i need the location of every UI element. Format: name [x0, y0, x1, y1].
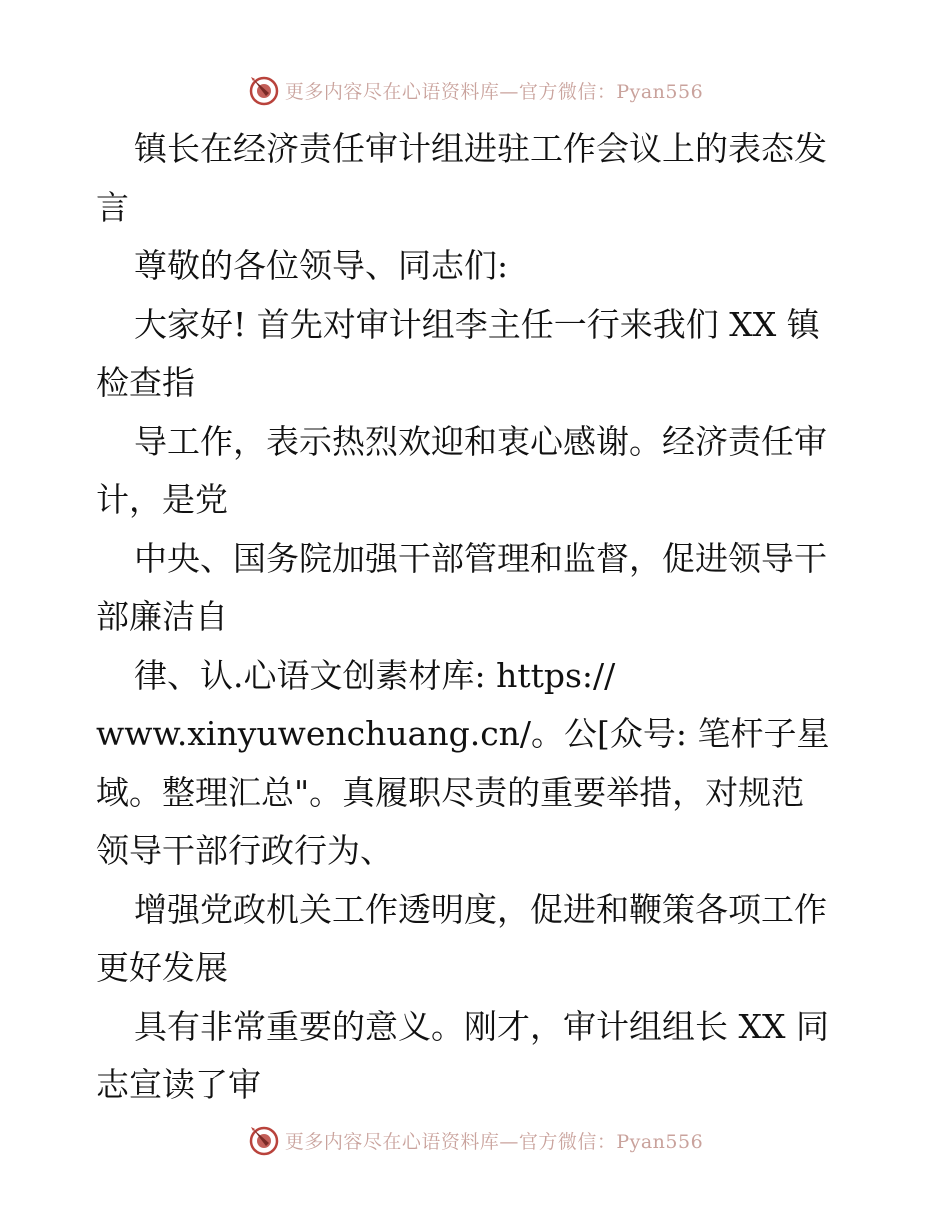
doc-line: 中央、国务院加强干部管理和监督，促进领导干 [134, 538, 827, 578]
doc-line: 更好发展 [96, 948, 228, 987]
header-banner [0, 70, 950, 110]
doc-line: 导工作，表示热烈欢迎和衷心感谢。经济责任审 [134, 421, 827, 461]
header-banner-text: 更多内容尽在心语资料库—官方微信：Pyan556 [284, 80, 704, 103]
doc-line: 增强党政机关工作透明度，促进和鞭策各项工作 [134, 889, 827, 929]
doc-line: 言 [96, 187, 129, 227]
header-banner-inner [247, 73, 703, 107]
quill-seal-icon [247, 73, 281, 107]
doc-line: 镇长在经济责任审计组进驻工作会议上的表态发 [134, 129, 827, 168]
doc-line: 领导干部行政行为、 [96, 831, 393, 870]
doc-line: 具有非常重要的意义。刚才，审计组组长 XX 同 [134, 1006, 829, 1046]
doc-line: 计，是党 [96, 480, 228, 519]
doc-line: 大家好! 首先对审计组李主任一行来我们 XX 镇 [134, 304, 820, 344]
document-body [96, 120, 856, 1115]
doc-line: 域。整理汇总"。真履职尽责的重要举措，对规范 [96, 772, 805, 812]
footer-banner-inner [247, 1123, 703, 1157]
doc-line: 部廉洁自 [96, 597, 228, 636]
doc-line: 尊敬的各位领导、同志们: [134, 246, 509, 285]
doc-line: 志宣读了审 [96, 1065, 261, 1104]
doc-line: 检查指 [96, 363, 195, 402]
doc-line: 律、认.心语文创素材库: https:// [134, 655, 616, 695]
quill-seal-icon [247, 1123, 281, 1157]
doc-line: www.xinyuwenchuang.cn/。公[众号: 笔杆子星 [96, 714, 830, 753]
footer-banner-text: 更多内容尽在心语资料库—官方微信：Pyan556 [284, 1130, 704, 1153]
footer-banner [0, 1120, 950, 1160]
